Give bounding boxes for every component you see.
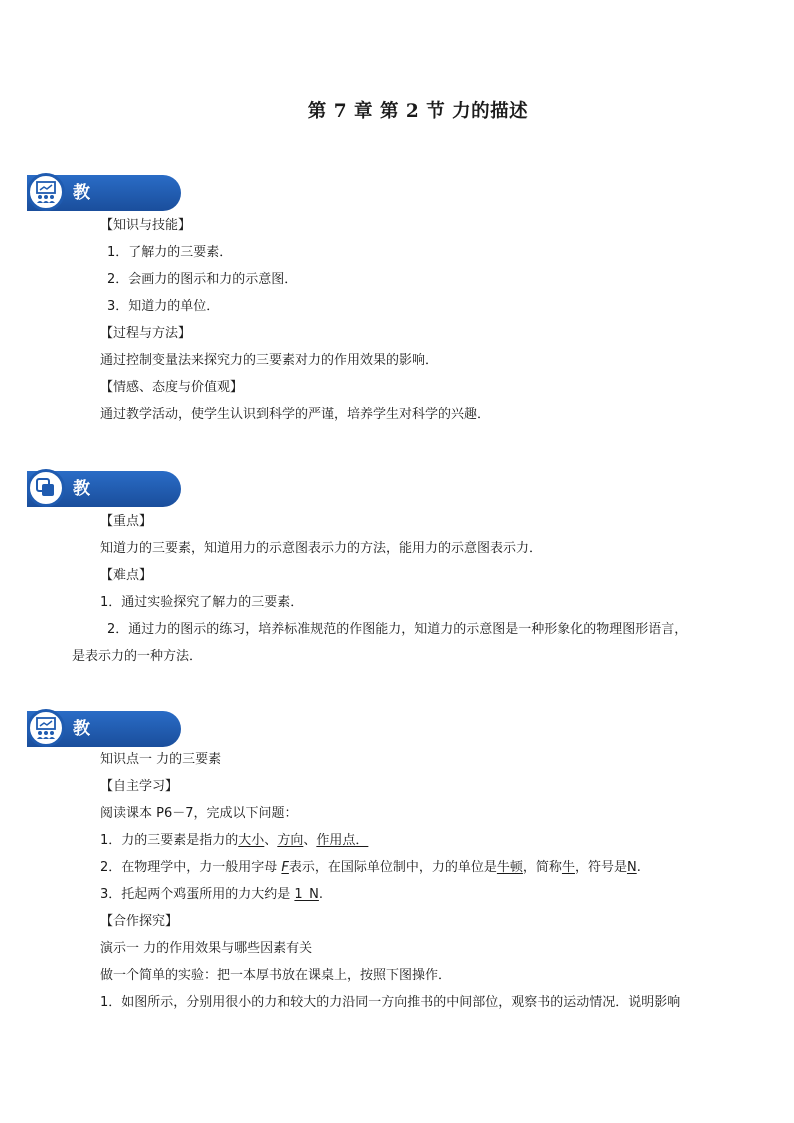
list-item: 1．了解力的三要素． <box>107 245 233 260</box>
list-item: 2．通过力的图示的练习，培养标准规范的作图能力，知道力的示意图是一种形象化的物理图形语言， <box>107 622 688 637</box>
answer-blank: 牛 <box>561 860 575 875</box>
answer-blank: N <box>626 860 637 875</box>
presentation-icon <box>27 173 65 211</box>
heading-cooperative-inquiry: 【合作探究】 <box>100 914 179 929</box>
page-title: 第 7 章 第 2 节 力的描述 <box>307 101 529 122</box>
paragraph: 通过控制变量法来探究力的三要素对力的作用效果的影响． <box>100 353 439 368</box>
presentation-icon <box>27 709 65 747</box>
heading-difficult-points: 【难点】 <box>100 568 153 583</box>
layers-icon <box>27 469 65 507</box>
heading-knowledge-skills: 【知识与技能】 <box>100 218 192 233</box>
paragraph: 知道力的三要素，知道用力的示意图表示力的方法，能用力的示意图表示力． <box>100 541 543 556</box>
answer-blank: 大小 <box>238 833 265 848</box>
section-label: 教学过程 <box>73 183 91 311</box>
answer-blank: 牛顿 <box>496 860 523 875</box>
answer-blank: 1_N <box>294 887 319 902</box>
answer-blank: 作用点． <box>316 833 369 848</box>
section-label: 教学过程 <box>73 719 91 847</box>
question-line: 3．托起两个鸡蛋所用的力大约是 1_N. <box>100 887 324 902</box>
question-line: 2．在物理学中，力一般用字母 F表示，在国际单位制中，力的单位是牛顿，简称牛，符号是N. <box>100 860 641 875</box>
knowledge-point-title: 知识点一 力的三要素 <box>100 752 222 767</box>
heading-process-method: 【过程与方法】 <box>100 326 192 341</box>
heading-attitude-values: 【情感、态度与价值观】 <box>100 380 244 395</box>
list-item: 1．通过实验探究了解力的三要素． <box>100 595 304 610</box>
list-item: 3．知道力的单位． <box>107 299 220 314</box>
paragraph: 1．如图所示，分别用很小的力和较大的力沿同一方向推书的中间部位，观察书的运动情况．说明影响 <box>100 995 681 1010</box>
section-label: 教学重难点 <box>73 479 91 643</box>
question-line: 1．力的三要素是指力的大小、方向、作用点． <box>100 833 369 848</box>
list-item-continuation: 是表示力的一种方法． <box>72 649 203 664</box>
answer-blank: F <box>281 860 289 875</box>
paragraph: 做一个简单的实验：把一本厚书放在课桌上，按照下图操作． <box>100 968 452 983</box>
demo-title: 演示一 力的作用效果与哪些因素有关 <box>100 941 313 956</box>
paragraph: 阅读课本 P6－7，完成以下问题： <box>100 806 298 821</box>
list-item: 2．会画力的图示和力的示意图． <box>107 272 298 287</box>
answer-blank: 方向 <box>277 833 304 848</box>
heading-self-study: 【自主学习】 <box>100 779 179 794</box>
heading-key-points: 【重点】 <box>100 514 153 529</box>
paragraph: 通过教学活动，使学生认识到科学的严谨，培养学生对科学的兴趣． <box>100 407 491 422</box>
